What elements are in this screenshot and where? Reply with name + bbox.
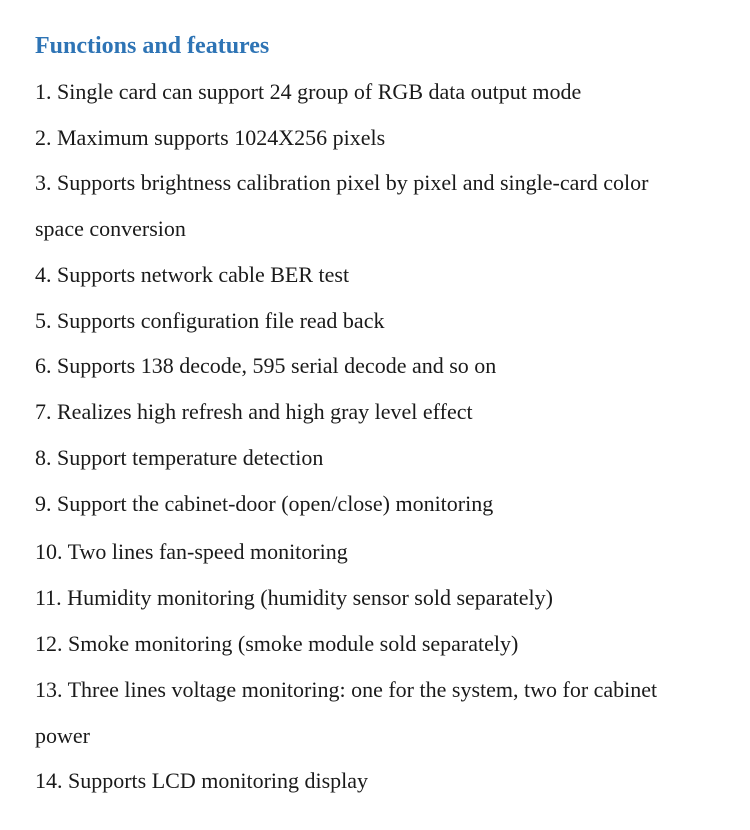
feature-line-7: 7. Realizes high refresh and high gray level effect — [35, 399, 473, 424]
feature-line-1: 1. Single card can support 24 group of RGB data output mode — [35, 79, 582, 104]
feature-line-2: 2. Maximum supports 1024X256 pixels — [35, 125, 386, 150]
feature-line-12: 12. Smoke monitoring (smoke module sold separately) — [35, 631, 519, 656]
feature-line-13-continued: power — [35, 723, 90, 748]
feature-line-14: 14. Supports LCD monitoring display — [35, 768, 369, 793]
feature-line-4: 4. Supports network cable BER test — [35, 262, 350, 287]
feature-line-8: 8. Support temperature detection — [35, 445, 324, 470]
feature-line-10: 10. Two lines fan-speed monitoring — [35, 539, 348, 564]
feature-line-3-continued: space conversion — [35, 216, 186, 241]
feature-line-13: 13. Three lines voltage monitoring: one for the system, two for cabinet — [35, 677, 658, 702]
feature-line-6: 6. Supports 138 decode, 595 serial decode and so on — [35, 353, 497, 378]
feature-line-3: 3. Supports brightness calibration pixel by pixel and single-card color — [35, 170, 649, 195]
section-heading: Functions and features — [35, 33, 270, 59]
feature-line-5: 5. Supports configuration file read back — [35, 308, 385, 333]
feature-line-11: 11. Humidity monitoring (humidity sensor sold separately) — [35, 585, 553, 610]
feature-line-9: 9. Support the cabinet-door (open/close) monitoring — [35, 491, 494, 516]
